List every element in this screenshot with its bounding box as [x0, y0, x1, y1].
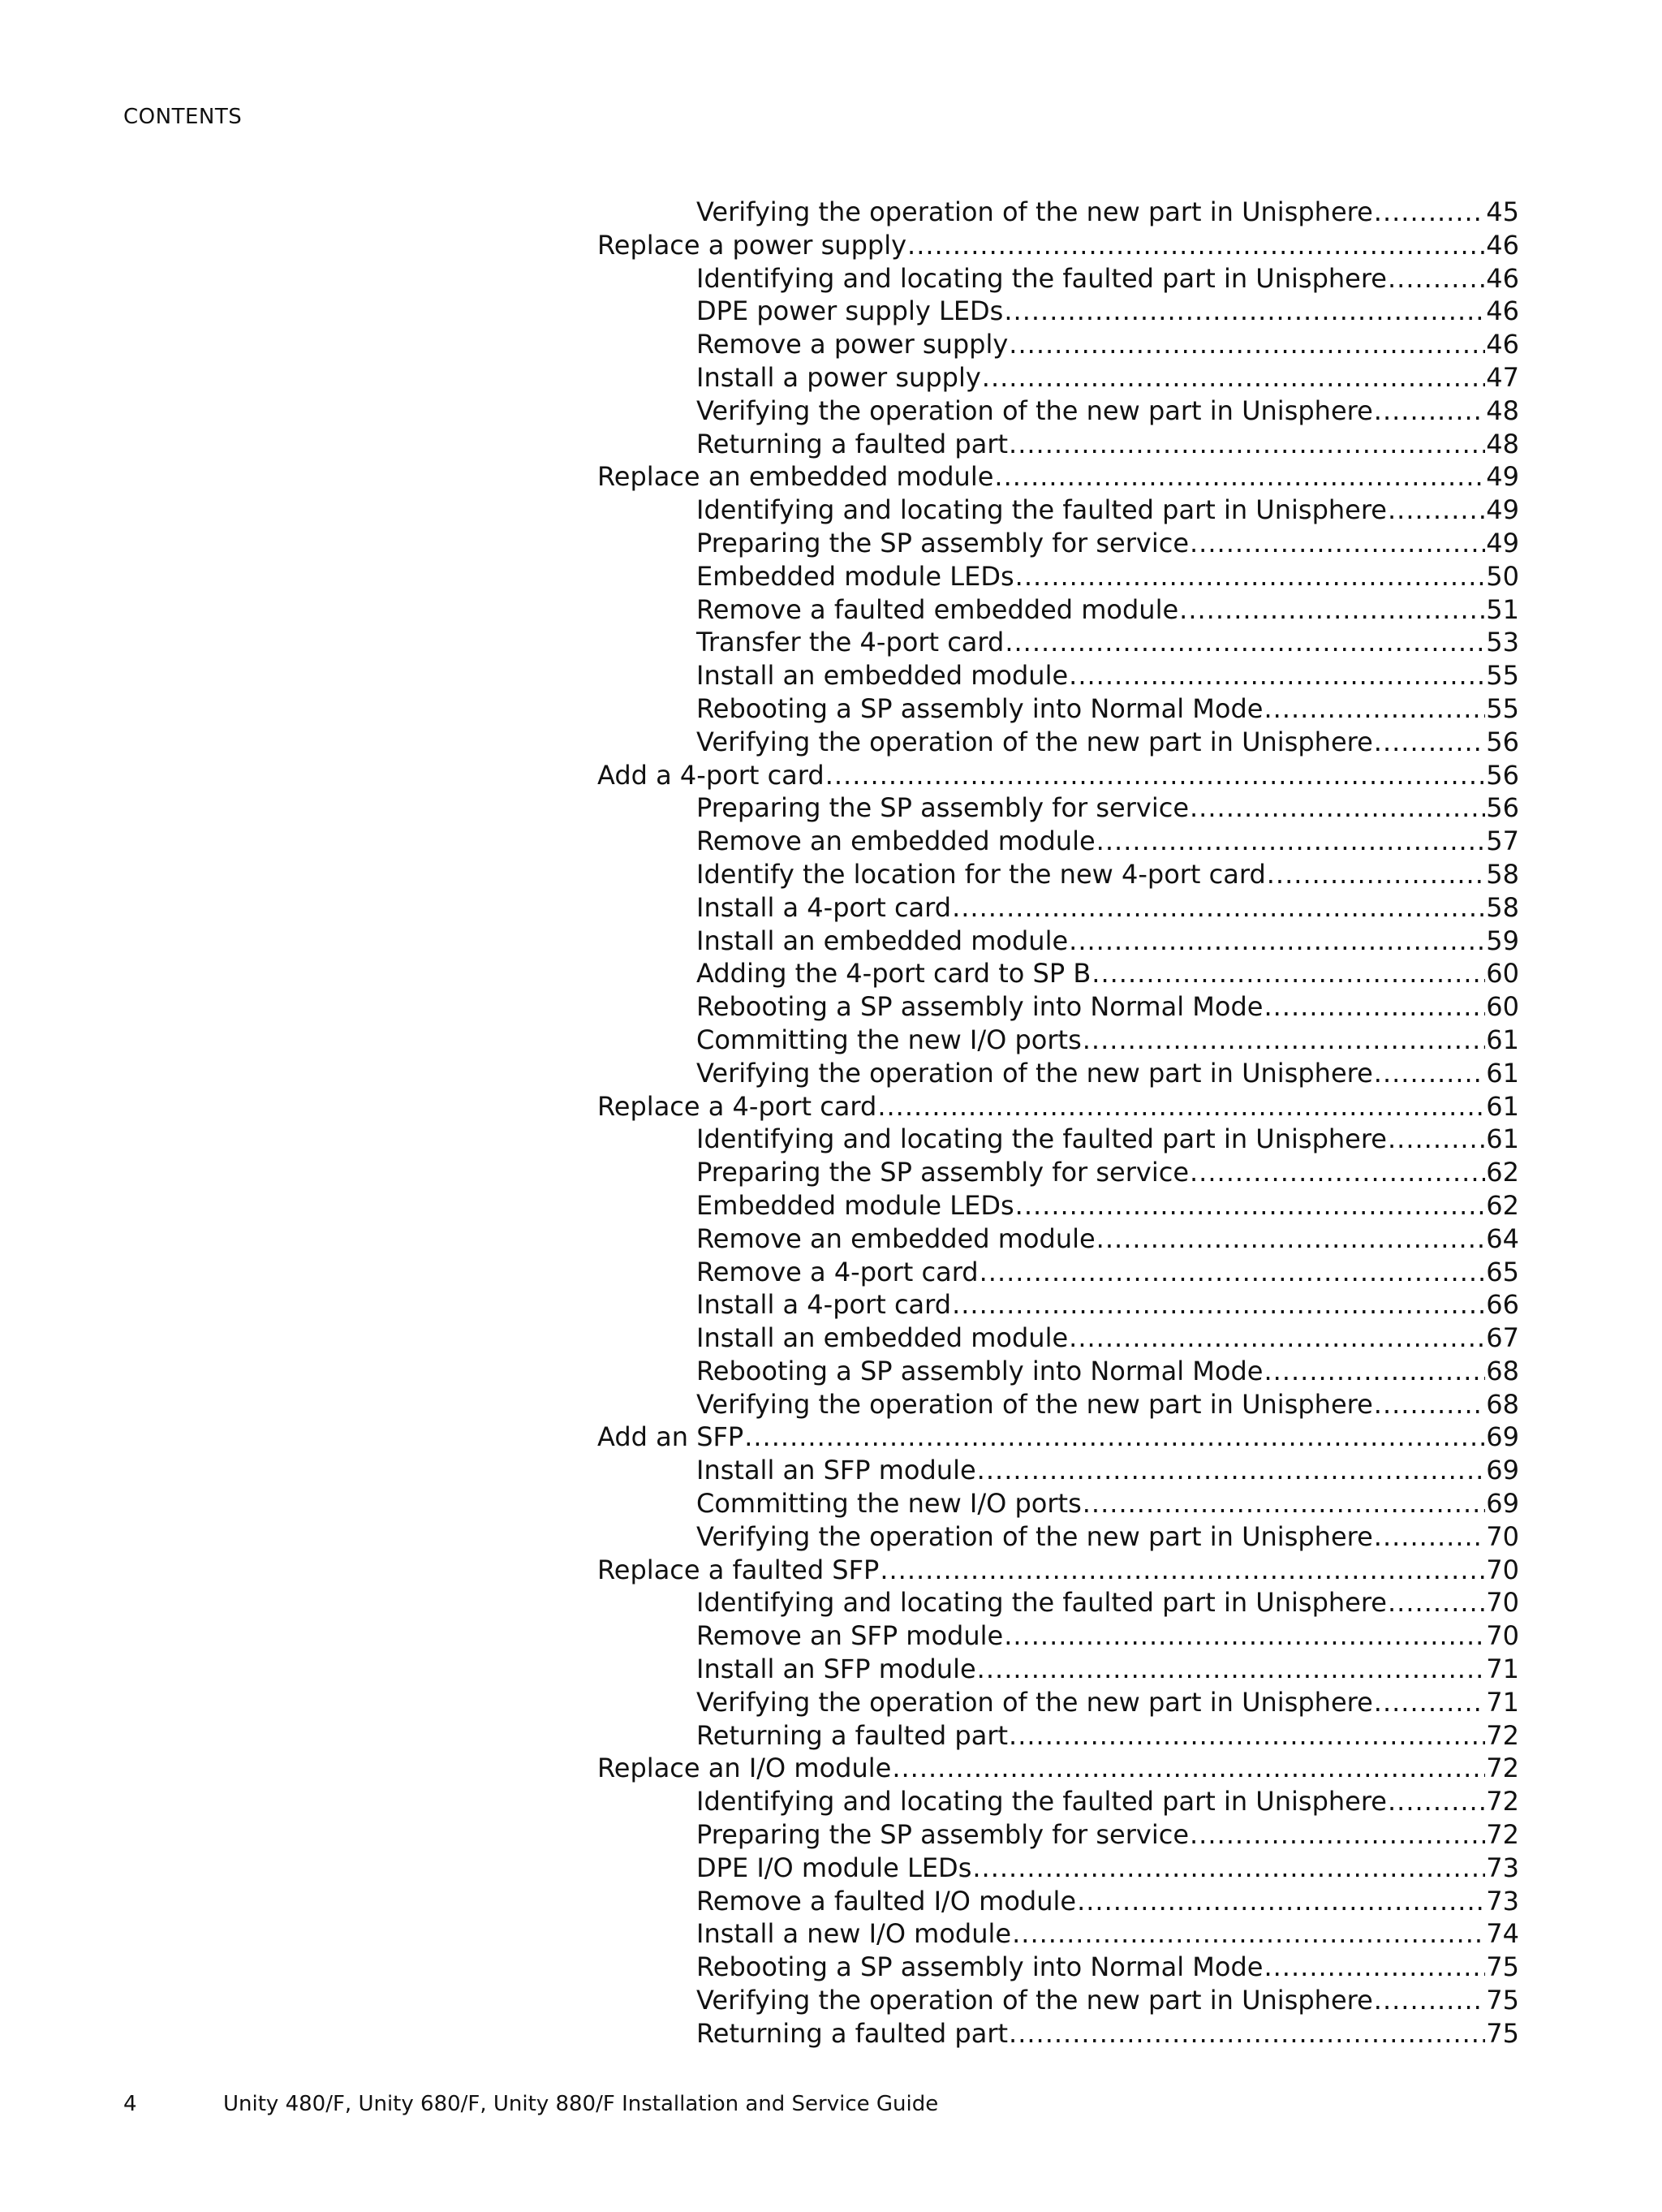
toc-entry-title: Install a 4-port card: [696, 1289, 952, 1321]
toc-entry-page: 70: [1486, 1587, 1519, 1619]
toc-dot-leader: [1190, 1818, 1485, 1852]
toc-entry-title: Adding the 4-port card to SP B: [696, 958, 1091, 990]
toc-dot-leader: [1388, 1785, 1485, 1818]
toc-entry-page: 61: [1486, 1090, 1519, 1122]
toc-subsection-entry[interactable]: [597, 1256, 1519, 1289]
toc-entry-title: Remove a faulted I/O module: [696, 1885, 1077, 1917]
toc-section-entry[interactable]: [597, 1752, 1519, 1785]
toc-entry-page: 73: [1486, 1852, 1519, 1883]
toc-dot-leader: [980, 1256, 1486, 1289]
toc-entry-title: Install an SFP module: [696, 1455, 976, 1486]
toc-entry-title: Remove a 4-port card: [696, 1256, 979, 1287]
toc-dot-leader: [1004, 1619, 1485, 1653]
toc-entry-page: 59: [1486, 925, 1519, 956]
toc-entry-title: Verifying the operation of the new part in Unisphere: [696, 196, 1373, 227]
toc-dot-leader: [1009, 328, 1485, 361]
toc-subsection-entry[interactable]: [597, 990, 1519, 1024]
toc-subsection-entry[interactable]: [597, 1355, 1519, 1388]
toc-subsection-entry[interactable]: [597, 1984, 1519, 2017]
toc-subsection-entry[interactable]: [597, 1586, 1519, 1619]
toc-entry-title: Identifying and locating the faulted part in Unisphere: [696, 262, 1387, 294]
toc-subsection-entry[interactable]: [597, 1719, 1519, 1753]
document-title: Unity 480/F, Unity 680/F, Unity 880/F Installation and Service Guide: [223, 2092, 939, 2116]
toc-entry-page: 46: [1486, 262, 1519, 294]
toc-entry-title: Identifying and locating the faulted part in Unisphere: [696, 494, 1387, 526]
toc-subsection-entry[interactable]: [597, 1388, 1519, 1421]
toc-entry-title: Rebooting a SP assembly into Normal Mode: [696, 1355, 1264, 1386]
toc-entry-title: Identifying and locating the faulted part in Unisphere: [696, 1587, 1387, 1619]
toc-entry-title: Remove an embedded module: [696, 826, 1096, 857]
toc-entry-title: Add an SFP: [597, 1421, 744, 1453]
toc-subsection-entry[interactable]: [597, 1951, 1519, 1984]
toc-dot-leader: [1264, 1355, 1485, 1388]
toc-dot-leader: [907, 229, 1485, 262]
toc-dot-leader: [892, 1752, 1485, 1785]
toc-dot-leader: [1374, 1057, 1486, 1090]
toc-entry-page: 62: [1486, 1189, 1519, 1221]
toc-dot-leader: [880, 1554, 1485, 1587]
toc-entry-page: 48: [1486, 428, 1519, 459]
toc-dot-leader: [1267, 858, 1486, 891]
toc-entry-page: 56: [1486, 726, 1519, 757]
toc-subsection-entry[interactable]: [597, 858, 1519, 891]
toc-entry-title: Committing the new I/O ports: [696, 1488, 1082, 1520]
toc-entry-page: 67: [1486, 1322, 1519, 1354]
toc-entry-title: Install an embedded module: [696, 660, 1069, 692]
toc-subsection-entry[interactable]: [597, 1288, 1519, 1322]
page-number: 4: [123, 2092, 137, 2116]
toc-entry-title: Verifying the operation of the new part in Unisphere: [696, 1686, 1373, 1718]
toc-entry-title: Install a new I/O module: [696, 1918, 1012, 1950]
toc-subsection-entry[interactable]: [597, 560, 1519, 593]
toc-entry-title: Preparing the SP assembly for service: [696, 1157, 1189, 1188]
toc-subsection-entry[interactable]: [597, 726, 1519, 759]
toc-entry-title: Install a power supply: [696, 361, 981, 393]
toc-subsection-entry[interactable]: [597, 494, 1519, 527]
toc-section-entry[interactable]: [597, 1421, 1519, 1454]
toc-dot-leader: [1388, 1123, 1485, 1156]
toc-entry-page: 49: [1486, 494, 1519, 526]
toc-entry-page: 61: [1486, 1057, 1519, 1089]
toc-dot-leader: [972, 1852, 1485, 1885]
toc-subsection-entry[interactable]: [597, 593, 1519, 627]
toc-dot-leader: [1009, 2017, 1485, 2050]
toc-entry-page: 72: [1486, 1819, 1519, 1851]
toc-entry-page: 61: [1486, 1123, 1519, 1155]
toc-subsection-entry[interactable]: [597, 1156, 1519, 1189]
toc-entry-page: 53: [1486, 627, 1519, 658]
toc-entry-page: 75: [1486, 1985, 1519, 2016]
toc-dot-leader: [1091, 957, 1485, 990]
toc-subsection-entry[interactable]: [597, 1818, 1519, 1852]
toc-entry-title: Returning a faulted part: [696, 1719, 1009, 1751]
toc-entry-page: 47: [1486, 361, 1519, 393]
toc-entry-page: 45: [1486, 196, 1519, 227]
toc-entry-page: 68: [1486, 1388, 1519, 1420]
toc-entry-page: 48: [1486, 395, 1519, 426]
toc-subsection-entry[interactable]: [597, 659, 1519, 692]
toc-dot-leader: [1388, 494, 1485, 527]
toc-subsection-entry[interactable]: [597, 1189, 1519, 1222]
toc-entry-title: Identifying and locating the faulted part in Unisphere: [696, 1786, 1387, 1817]
toc-entry-title: Remove a faulted embedded module: [696, 593, 1179, 625]
toc-entry-page: 70: [1486, 1520, 1519, 1552]
toc-entry-title: Transfer the 4-port card: [696, 627, 1005, 658]
toc-dot-leader: [1374, 1984, 1486, 2017]
toc-entry-page: 74: [1486, 1918, 1519, 1950]
toc-dot-leader: [1374, 726, 1486, 759]
toc-dot-leader: [1069, 925, 1485, 958]
toc-entry-page: 72: [1486, 1719, 1519, 1751]
toc-entry-title: Preparing the SP assembly for service: [696, 792, 1189, 824]
toc-dot-leader: [1012, 1917, 1485, 1951]
toc-entry-page: 72: [1486, 1753, 1519, 1784]
toc-section-entry[interactable]: [597, 759, 1519, 792]
toc-entry-title: Identify the location for the new 4-port card: [696, 858, 1266, 890]
toc-entry-title: DPE I/O module LEDs: [696, 1852, 972, 1883]
toc-subsection-entry[interactable]: [597, 957, 1519, 990]
toc-entry-page: 46: [1486, 295, 1519, 327]
toc-entry-page: 46: [1486, 229, 1519, 261]
toc-entry-title: Rebooting a SP assembly into Normal Mode: [696, 991, 1264, 1023]
toc-dot-leader: [1069, 659, 1485, 692]
toc-section-entry[interactable]: [597, 460, 1519, 494]
toc-dot-leader: [1179, 593, 1485, 627]
toc-entry-page: 73: [1486, 1885, 1519, 1917]
toc-dot-leader: [1083, 1024, 1486, 1057]
toc-entry-title: Remove an SFP module: [696, 1620, 1004, 1652]
toc-dot-leader: [1015, 1189, 1486, 1222]
toc-dot-leader: [994, 460, 1485, 494]
toc-subsection-entry[interactable]: [597, 626, 1519, 659]
toc-entry-title: Add a 4-port card: [597, 759, 825, 791]
toc-dot-leader: [825, 759, 1486, 792]
toc-entry-page: 56: [1486, 759, 1519, 791]
toc-entry-title: Verifying the operation of the new part in Unisphere: [696, 395, 1373, 426]
toc-entry-title: Install an SFP module: [696, 1654, 976, 1685]
toc-dot-leader: [952, 1288, 1485, 1322]
toc-entry-title: Replace an embedded module: [597, 461, 994, 493]
toc-subsection-entry[interactable]: [597, 2017, 1519, 2050]
toc-entry-page: 69: [1486, 1455, 1519, 1486]
toc-entry-page: 62: [1486, 1157, 1519, 1188]
toc-dot-leader: [1374, 1388, 1486, 1421]
toc-entry-title: Verifying the operation of the new part in Unisphere: [696, 1057, 1373, 1089]
toc-dot-leader: [1009, 428, 1485, 461]
toc-subsection-entry[interactable]: [597, 1454, 1519, 1487]
toc-entry-title: DPE power supply LEDs: [696, 295, 1004, 327]
toc-entry-page: 66: [1486, 1289, 1519, 1321]
toc-entry-title: Install an embedded module: [696, 1322, 1069, 1354]
toc-subsection-entry[interactable]: [597, 1653, 1519, 1686]
toc-entry-title: Verifying the operation of the new part in Unisphere: [696, 1520, 1373, 1552]
toc-dot-leader: [1190, 527, 1485, 560]
toc-entry-title: Embedded module LEDs: [696, 1189, 1014, 1221]
toc-dot-leader: [1388, 1586, 1485, 1619]
toc-subsection-entry[interactable]: [597, 1917, 1519, 1951]
toc-entry-page: 72: [1486, 1786, 1519, 1817]
toc-subsection-entry[interactable]: [597, 196, 1519, 229]
toc-subsection-entry[interactable]: [597, 1322, 1519, 1355]
toc-entry-page: 49: [1486, 461, 1519, 493]
toc-subsection-entry[interactable]: [597, 1123, 1519, 1156]
toc-dot-leader: [1264, 692, 1485, 726]
table-of-contents: [597, 196, 1519, 2050]
toc-subsection-entry[interactable]: [597, 825, 1519, 858]
toc-entry-page: 70: [1486, 1620, 1519, 1652]
toc-dot-leader: [982, 361, 1486, 395]
toc-entry-page: 57: [1486, 826, 1519, 857]
toc-entry-title: Replace a power supply: [597, 229, 907, 261]
running-header: CONTENTS: [123, 105, 243, 129]
toc-entry-page: 60: [1486, 991, 1519, 1023]
toc-entry-page: 65: [1486, 1256, 1519, 1287]
toc-subsection-entry[interactable]: [597, 361, 1519, 395]
toc-subsection-entry[interactable]: [597, 1785, 1519, 1818]
toc-entry-page: 55: [1486, 660, 1519, 692]
toc-entry-title: Rebooting a SP assembly into Normal Mode: [696, 692, 1264, 724]
toc-entry-page: 58: [1486, 891, 1519, 923]
toc-dot-leader: [1077, 1885, 1485, 1918]
toc-subsection-entry[interactable]: [597, 925, 1519, 958]
toc-entry-page: 75: [1486, 2017, 1519, 2049]
toc-entry-title: Verifying the operation of the new part in Unisphere: [696, 1985, 1373, 2016]
toc-entry-title: Replace a 4-port card: [597, 1090, 877, 1122]
toc-entry-page: 56: [1486, 792, 1519, 824]
toc-subsection-entry[interactable]: [597, 1852, 1519, 1885]
toc-entry-page: 70: [1486, 1554, 1519, 1585]
toc-entry-title: Rebooting a SP assembly into Normal Mode: [696, 1951, 1264, 1983]
toc-dot-leader: [1264, 1951, 1485, 1984]
toc-dot-leader: [952, 891, 1485, 925]
toc-dot-leader: [1069, 1322, 1485, 1355]
toc-entry-title: Preparing the SP assembly for service: [696, 1819, 1189, 1851]
toc-dot-leader: [1264, 990, 1485, 1024]
toc-section-entry[interactable]: [597, 1554, 1519, 1587]
toc-dot-leader: [1015, 560, 1486, 593]
toc-entry-page: 68: [1486, 1355, 1519, 1386]
toc-entry-title: Returning a faulted part: [696, 428, 1009, 459]
toc-dot-leader: [877, 1090, 1485, 1123]
toc-subsection-entry[interactable]: [597, 1024, 1519, 1057]
toc-entry-title: Install an embedded module: [696, 925, 1069, 956]
toc-entry-page: 69: [1486, 1421, 1519, 1453]
toc-dot-leader: [744, 1421, 1485, 1454]
toc-entry-title: Replace a faulted SFP: [597, 1554, 880, 1585]
toc-entry-title: Install a 4-port card: [696, 891, 952, 923]
toc-entry-title: Committing the new I/O ports: [696, 1024, 1082, 1055]
toc-subsection-entry[interactable]: [597, 1057, 1519, 1090]
toc-section-entry[interactable]: [597, 1090, 1519, 1123]
toc-dot-leader: [1374, 196, 1486, 229]
toc-subsection-entry[interactable]: [597, 1885, 1519, 1918]
toc-subsection-entry[interactable]: [597, 791, 1519, 825]
toc-entry-page: 71: [1486, 1686, 1519, 1718]
toc-dot-leader: [1374, 395, 1486, 428]
toc-entry-title: Verifying the operation of the new part in Unisphere: [696, 726, 1373, 757]
toc-entry-page: 50: [1486, 560, 1519, 592]
toc-dot-leader: [1083, 1487, 1486, 1520]
toc-dot-leader: [977, 1454, 1486, 1487]
toc-entry-title: Remove a power supply: [696, 329, 1009, 360]
toc-dot-leader: [1190, 1156, 1485, 1189]
toc-entry-page: 55: [1486, 692, 1519, 724]
toc-entry-title: Returning a faulted part: [696, 2017, 1009, 2049]
toc-dot-leader: [1004, 295, 1485, 328]
toc-subsection-entry[interactable]: [597, 262, 1519, 295]
toc-subsection-entry[interactable]: [597, 328, 1519, 361]
toc-subsection-entry[interactable]: [597, 527, 1519, 560]
toc-dot-leader: [1009, 1719, 1485, 1753]
toc-subsection-entry[interactable]: [597, 1619, 1519, 1653]
toc-entry-page: 69: [1486, 1488, 1519, 1520]
toc-entry-page: 61: [1486, 1024, 1519, 1055]
toc-entry-title: Embedded module LEDs: [696, 560, 1014, 592]
toc-subsection-entry[interactable]: [597, 692, 1519, 726]
toc-entry-page: 58: [1486, 858, 1519, 890]
toc-dot-leader: [1388, 262, 1485, 295]
toc-entry-page: 46: [1486, 329, 1519, 360]
toc-entry-title: Preparing the SP assembly for service: [696, 527, 1189, 558]
toc-entry-page: 75: [1486, 1951, 1519, 1983]
toc-subsection-entry[interactable]: [597, 1520, 1519, 1554]
toc-dot-leader: [1096, 1222, 1486, 1256]
toc-dot-leader: [1096, 825, 1486, 858]
toc-entry-page: 49: [1486, 527, 1519, 558]
toc-entry-title: Remove an embedded module: [696, 1222, 1096, 1254]
toc-dot-leader: [977, 1653, 1486, 1686]
toc-subsection-entry[interactable]: [597, 428, 1519, 461]
toc-section-entry[interactable]: [597, 229, 1519, 262]
toc-subsection-entry[interactable]: [597, 891, 1519, 925]
toc-entry-title: Replace an I/O module: [597, 1753, 892, 1784]
toc-dot-leader: [1374, 1520, 1486, 1554]
toc-entry-page: 71: [1486, 1654, 1519, 1685]
toc-entry-page: 64: [1486, 1222, 1519, 1254]
toc-subsection-entry[interactable]: [597, 295, 1519, 328]
toc-entry-page: 60: [1486, 958, 1519, 990]
toc-entry-title: Verifying the operation of the new part in Unisphere: [696, 1388, 1373, 1420]
toc-dot-leader: [1374, 1686, 1486, 1719]
toc-entry-page: 51: [1486, 593, 1519, 625]
toc-subsection-entry[interactable]: [597, 1487, 1519, 1520]
toc-subsection-entry[interactable]: [597, 1222, 1519, 1256]
toc-dot-leader: [1190, 791, 1485, 825]
toc-dot-leader: [1005, 626, 1485, 659]
toc-entry-title: Identifying and locating the faulted part in Unisphere: [696, 1123, 1387, 1155]
toc-subsection-entry[interactable]: [597, 1686, 1519, 1719]
toc-subsection-entry[interactable]: [597, 395, 1519, 428]
